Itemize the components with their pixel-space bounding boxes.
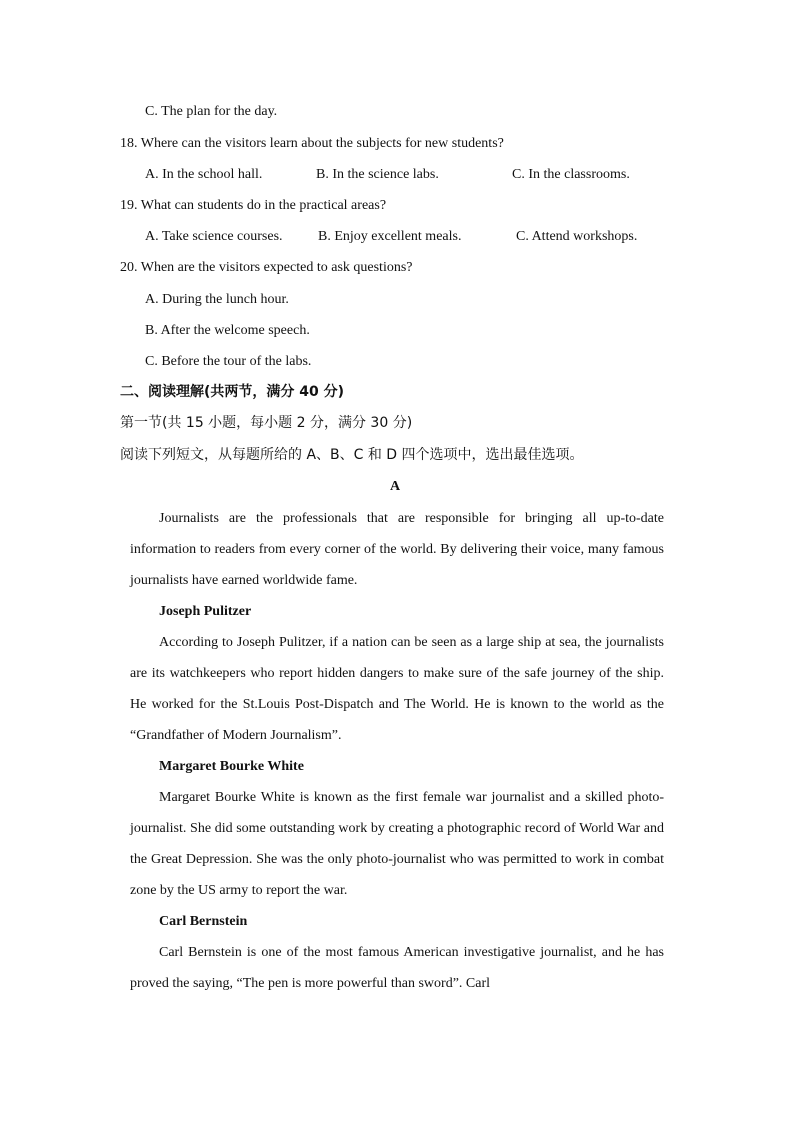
- person-text-white: Margaret Bourke White is known as the first female war journalist and a skilled photo-journalist. She did some outstanding work by creating a photographic record of World War and the Great Depression. She was the only photo-journalist who was permitted to work in combat zone by the US army to report the war.: [130, 790, 664, 898]
- person-name-white: Margaret Bourke White: [159, 759, 304, 774]
- passage-body: [130, 503, 664, 999]
- q20-option-b: B. After the welcome speech.: [145, 323, 310, 338]
- person-text-pulitzer: According to Joseph Pulitzer, if a nation can be seen as a large ship at sea, the journalists are its watchkeepers who report hidden dangers to make sure of the safe journey of the ship. He worked for the St.Louis Post-Dispatch and The World. He is known to the world as the “Grandfather of Modern Journalism”.: [130, 635, 664, 743]
- q20-option-a: A. During the lunch hour.: [145, 292, 289, 307]
- q19-option-a: A. Take science courses.: [145, 229, 283, 244]
- section-heading: 二、阅读理解(共两节，满分 40 分): [120, 384, 345, 400]
- q18-option-c: C. In the classrooms.: [512, 167, 630, 182]
- person-name-bernstein: Carl Bernstein: [159, 914, 248, 929]
- person-text-bernstein: Carl Bernstein is one of the most famous American investigative journalist, and he has proved the saying, “The pen is more powerful than sword”. Carl: [130, 945, 664, 991]
- question-19: 19. What can students do in the practical areas?: [120, 198, 387, 213]
- person-name-pulitzer: Joseph Pulitzer: [159, 604, 252, 619]
- part-one-heading: 第一节(共 15 小题，每小题 2 分，满分 30 分): [120, 415, 413, 431]
- instructions: 阅读下列短文，从每题所给的 A、B、C 和 D 四个选项中，选出最佳选项。: [120, 447, 584, 463]
- q18-option-a: A. In the school hall.: [145, 167, 263, 182]
- question-20: 20. When are the visitors expected to ask questions?: [120, 260, 413, 275]
- q19-option-b: B. Enjoy excellent meals.: [318, 229, 462, 244]
- question-18: 18. Where can the visitors learn about the subjects for new students?: [120, 136, 504, 151]
- q17-option-c: C. The plan for the day.: [145, 104, 278, 119]
- passage-label: A: [390, 479, 401, 494]
- passage-intro: Journalists are the professionals that are responsible for bringing all up-to-date information to readers from every corner of the world. By delivering their voice, many famous journalists have earned worldwide fame.: [130, 511, 664, 588]
- q18-option-b: B. In the science labs.: [316, 167, 439, 182]
- q20-option-c: C. Before the tour of the labs.: [145, 354, 312, 369]
- q19-option-c: C. Attend workshops.: [516, 229, 638, 244]
